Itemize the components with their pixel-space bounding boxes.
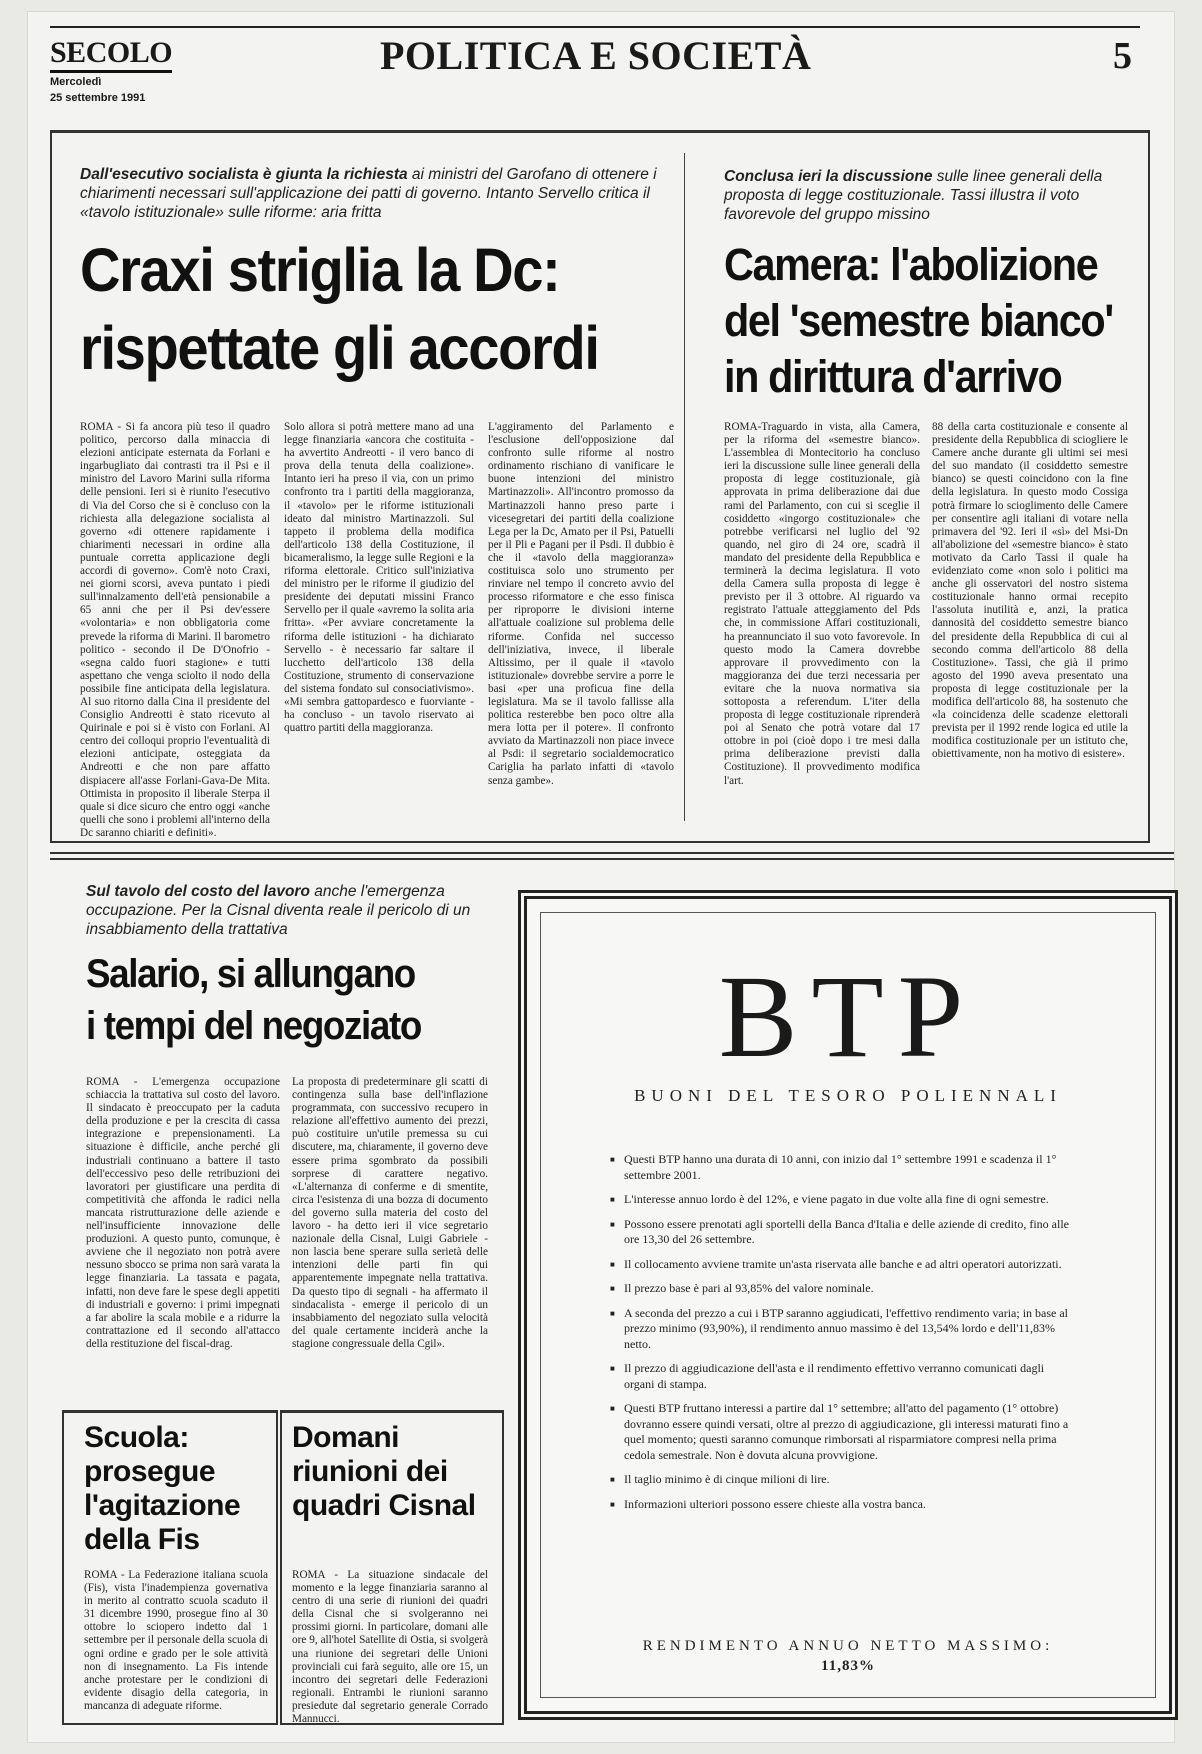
article1-column-3 [488, 421, 674, 829]
ad-item: ■ Informazioni ulteriori possono essere chieste alla vostra banca. [610, 1497, 1070, 1513]
article3-headline-line2: i tempi del negoziato [86, 1004, 421, 1048]
article4-headline: Scuola: prosegue l'agitazione della Fis [84, 1421, 241, 1556]
article3-col2-text: La proposta di predeterminare gli scatti di contingenza sulla base dell'inflazione programmata, con successivo recupero in relazione all'effettivo aumento dei prezzi, può costituire un'utile premessa su cui discutere, ma, chiaramente, il governo deve essere prima sgombrato da possibili sorprese di carattere negativo. «L'alternanza di conferme e di smentite, circa l'esistenza di una bozza di documento del governo sulla materia del costo del lavoro - ha detto ieri il vice segretario nazionale della Cisnal, Luigi Gabriele - non lascia bene sperare sulla serietà delle intenzioni delle parti fin qui apparentemente impegnate nella trattativa. Da questo tipo di segnali - ha affermato il sindacalista - emerge il pericolo di un insabbiamento del negoziato sulla velocità del quale certamente inciderà anche la stagione congressuale della Cgil». [292, 1076, 488, 1350]
ad-item: ■ Il prezzo di aggiudicazione dell'asta e il rendimento effettivo verranno comunicati dagli organi di stampa. [610, 1361, 1070, 1392]
section-separator [50, 852, 1174, 860]
article1-headline [80, 231, 632, 387]
article5-headline: Domani riunioni dei quadri Cisnal [292, 1421, 476, 1522]
article5-body [292, 1569, 488, 1726]
article3-column-1 [86, 1076, 280, 1402]
section-title: POLITICA E SOCIETÀ [380, 33, 812, 78]
article1-col2-text: Solo allora si potrà mettere mano ad una legge finanziaria «ancora che costituita - ha avvertito Andreotti - il vero banco di prova della tenuta della coalizione». Intanto ieri ha preso il via, con un primo confronto tra i partiti della maggioranza, il «tavolo» per le riforme istituzionali ideato dal ministro Martinazzoli. Sul tappeto il problema della modifica dell'articolo 138 della Costituzione, il bicameralismo, la legge sulle Regioni e la riforma elettorale. Critico sull'iniziativa del ministro per le riforme il giudizio del presidente dei deputati missini Franco Servello per il quale «avremo la solita aria fritta». «Per avviare concretamente la riforma delle istituzioni - ha dichiarato Servello - è necessario far saltare il lucchetto dell'articolo 138 della Costituzione, strumento di conservazione del sistema fondato sul consociativismo». «Mi sembra gattopardesco e fuorviante - ha concluso - un tavolo riservato ai quattro partiti della maggioranza. [284, 421, 474, 735]
article3-kicker-rest: anche l'emergenza occupazione. Per la Cisnal diventa reale il pericolo di un insabbiamento della trattativa [86, 883, 471, 938]
article2-kicker [724, 167, 1124, 224]
article3-kicker [86, 882, 506, 939]
article2-headline [724, 237, 1120, 405]
ad-footer-label: RENDIMENTO ANNUO NETTO MASSIMO: [642, 1638, 1054, 1654]
ad-footer-value: 11,83% [821, 1658, 875, 1674]
article3-column-2 [292, 1076, 488, 1402]
column-divider [684, 153, 685, 821]
article2-column-1 [724, 421, 920, 829]
article2-col1-text: ROMA-Traguardo in vista, alla Camera, per la riforma del «semestre bianco». L'assemblea di Montecitorio ha concluso ieri la discussione sulle linee generali della proposta di legge costituzionale, già approvata in prima deliberazione dai due rami del Parlamento, con cui si sceglie il cosiddetto «ingorgo costituzionale» che potrebbe verificarsi nel luglio del '92 quando, nel giro di 24 ore, scadrà il mandato del presidente della Repubblica e terminerà la decima legislatura. Il voto della Camera sulla proposta di legge è previsto per il 3 ottobre. Al riguardo va registrato l'attuale atteggiamento del Pds che, in commissione Affari costituzionali, ha preannunciato il suo voto favorevole. In questo modo la Camera dovrebbe approvare il provvedimento con la maggioranza dei due terzi necessaria per evitare che la nuova normativa sia sottoposta a referendum. L'iter della proposta di legge costituzionale riprenderà poi al Senato che potrà votare dal 17 ottobre in poi (cioè dopo i tre mesi dalla prima deliberazione previsti dalla Costituzione). Il provvedimento modifica l'art. [724, 421, 920, 787]
ad-item: ■ Il prezzo base è pari al 93,85% del valore nominale. [610, 1281, 1070, 1297]
paper-name: SECOLO [50, 36, 172, 73]
newspaper-page [28, 12, 1174, 1742]
ad-item: ■ Questi BTP hanno una durata di 10 anni, con inizio dal 1° settembre 1991 e scadenza il 1° settembre 2001. [610, 1152, 1070, 1183]
article1-kicker-bold: Dall'esecutivo socialista è giunta la richiesta [80, 166, 408, 183]
article1-kicker [80, 165, 660, 222]
article3-headline [86, 948, 472, 1052]
article3-headline-line1: Salario, si allungano [86, 952, 415, 996]
ad-item: ■ L'interesse annuo lordo è del 12%, e viene pagato in due volte alla fine di ogni semestre. [610, 1192, 1070, 1208]
ad-subtitle: BUONI DEL TESORO POLIENNALI [634, 1086, 1062, 1105]
ad-item: ■ Possono essere prenotati agli sportelli della Banca d'Italia e delle aziende di credito, fino alle ore 13,30 del 26 settembre. [610, 1217, 1070, 1248]
article2-kicker-bold: Conclusa ieri la discussione [724, 168, 933, 185]
article1-column-2 [284, 421, 474, 829]
masthead [50, 26, 1140, 108]
ad-list [610, 1152, 1070, 1521]
article1-col3-text: L'aggiramento del Parlamento e l'esclusione dell'opposizione dal confronto sulle riforme al nostro ordinamento rischiano di vanificare le buone intenzioni del ministro Martinazzoli». All'incontro promosso da Martinazzoli hanno preso parte i vicesegretari dei partiti della coalizione Lega per la Dc, Amato per il Psi, Patuelli per il Pli e Pagani per il Psdi. Il dubbio è che il «tavolo della maggioranza» costituisca solo uno strumento per rinviare nel tempo il concreto avvio del processo riformatore e che esso finisca per riproporre le divisioni interne all'attuale coalizione sul problema delle riforme. Confida nel successo dell'iniziativa, invece, il liberale Altissimo, per il quale il «tavolo istituzionale» dovrebbe servire a porre le basi «per una proficua fine della legislatura. Ma se il tavolo fallisse alla politica resterebbe ben poco oltre alla mera lotta per il potere». Il confronto avviato da Martinazzoli non piace invece al Psdi: il segretario socialdemocratico Cariglia ha parlato infatti di «tavolo senza gambe». [488, 421, 674, 787]
article3-col1-text: ROMA - L'emergenza occupazione schiaccia la trattativa sul costo del lavoro. Il sindacato è preoccupato per la caduta della produzione e per la crescita di cassa integrazione e prepensionamenti. La situazione è difficile, anche perché gli industriali continuano a battere il tasto dell'eccessivo peso delle retribuzioni dei lavoratori per giustificare una perdita di competitività che affonda le radici nella mancata ristrutturazione delle aziende e nell'insufficiente innovazione delle produzioni. A questo punto, comunque, è avviene che il negoziato non potrà avere nessuno sbocco se prima non sarà varata la legge finanziaria. La tassata e pagata, infatti, non deve fare le spese degli appetiti di industriali e governo: i primi impegnati a far abolire la scala mobile e a ridurre la contrattazione ed il secondo all'attacco della restituzione del fiscal-drag. [86, 1076, 280, 1350]
article4-body-text: ROMA - La Federazione italiana scuola (Fis), vista l'inadempienza governativa in merito al contratto scuola scaduto il 31 dicembre 1990, prosegue fino al 30 ottobre lo sciopero indetto dal 1 settembre per il personale della scuola di ogni ordine e grado per le sole attività non di insegnamento. La Fis intende anche protestare per le condizioni di evidente disagio della categoria, in mancanza di adeguate riforme. [84, 1569, 268, 1712]
ad-item: ■ Il taglio minimo è di cinque milioni di lire. [610, 1472, 1070, 1488]
article1-headline-line1: Craxi striglia la Dc: [80, 236, 560, 304]
article2-headline-line3: in dirittura d'arrivo [724, 351, 1062, 402]
page-number: 5 [1113, 35, 1132, 77]
issue-weekday: Mercoledì [50, 76, 102, 88]
issue-date: 25 settembre 1991 [50, 92, 146, 104]
article5-body-text: ROMA - La situazione sindacale del momento e la legge finanziaria saranno al centro di una serie di riunioni dei quadri della Cisnal che si svolgeranno nei prossimi giorni. In particolare, domani alle ore 9, all'hotel Satellite di Ostia, si svolgerà una riunione dei segretari delle Unioni provinciali cui farà seguito, alle ore 15, un incontro dei segretari delle Federazioni regionali. Entrambi le riunioni saranno presiedute dal segretario generale Corrado Mannucci. [292, 1569, 488, 1726]
ad-title: BTP [718, 951, 978, 1082]
ad-item: ■ A seconda del prezzo a cui i BTP saranno aggiudicati, l'effettivo rendimento varia; in base al prezzo minimo (93,90%), il rendimento annuo massimo è del 13,54% lordo e dell'11,83% netto. [610, 1306, 1070, 1353]
btp-advertisement [518, 890, 1178, 1720]
masthead-left [50, 36, 172, 105]
article2-kicker-rest: sulle linee generali della proposta di legge costituzionale. Tassi illustra il voto favorevole del gruppo missino [724, 168, 1103, 223]
ad-item: ■ Questi BTP fruttano interessi a partire dal 1° settembre; all'atto del pagamento (1° ottobre) dovranno essere quindi versati, oltre al prezzo di aggiudicazione, gli interessi maturati fino a quel momento; questi saranno comunque rimborsati al risparmiatore compresi nella prima cedola semestrale. Non è dovuta alcuna provvigione. [610, 1401, 1070, 1463]
article1-headline-line2: rispettate gli accordi [80, 314, 599, 382]
article1-col1-text: ROMA - Si fa ancora più teso il quadro politico, percorso dalla minaccia di elezioni anticipate esternata da Forlani e ingarbugliato dai contrasti tra il Psi e il ministro del Lavoro Marini sulla riforma delle pensioni. Ieri si è riunito l'esecutivo di Via del Corso che si è concluso con la richiesta alla delegazione socialista al governo «di ottenere rapidamente i chiarimenti necessari in ordine alla puntuale corretta applicazione degli accordi di governo». Com'è noto Craxi, nei giorni scorsi, aveva puntato i piedi sull'innalzamento dell'età pensionabile a 65 anni che per il Psi dev'essere «volontaria» e non obbligatoria come prevede la riforma di Marini. Il barometro politico - secondo il De D'Onofrio - «segna caldo fuori stagione» e tutti aspettano che venga sciolto il nodo della possibile fine anticipata della legislatura. Al suo ritorno dalla Cina il presidente del Consiglio Andreotti è stato ricevuto al Quirinale e poi si è visto con Forlani. Al centro dei colloqui proprio l'eventualità di elezioni anticipate, osteggiata da Andreotti e che non pare affatto dispiacere all'asse Forlani-Gava-De Mita. Ottimista in proposito il liberale Sterpa il quale si dice sicuro che entro oggi «anche quelli che sono i problemi all'interno della Dc saranno chiariti e definiti». [80, 421, 270, 839]
article2-headline-line1: Camera: l'abolizione [724, 239, 1098, 290]
article4-body [84, 1569, 268, 1715]
article3-kicker-bold: Sul tavolo del costo del lavoro [86, 883, 310, 900]
ad-footer [518, 1636, 1178, 1676]
article1-kicker-rest: ai ministri del Garofano di ottenere i chiarimenti necessari sull'applicazione dei patti di governo. Intanto Servello critica il «tavolo istituzionale» sulle riforme: aria fritta [80, 166, 657, 221]
article5-box [280, 1410, 504, 1725]
article2-col2-text: 88 della carta costituzionale e consente al presidente della Repubblica di sciogliere le Camere anche durante gli ultimi sei mesi del suo mandato (il cosiddetto semestre bianco) se questi coincidono con la fine della legislatura. In questo modo Cossiga potrà firmare lo scioglimento delle Camere per consentire agli italiani di votare nella primavera del '92. Ieri il «sì» del Msi-Dn all'abolizione del «semestre bianco» è stato motivato da Carlo Tassi il quale ha evidenziato come «non solo i politici ma anche gli osservatori del nostro sistema costituzionale hanno ormai recepito l'assoluta inutilità e, anzi, la pratica dannosità del cosiddetto semestre bianco del presidente della Repubblica di cui al secondo comma dell'articolo 88 della Costituzione». Tassi, che già il primo agosto del 1990 aveva presentato una proposta di legge costituzionale per la modifica dell'articolo 88, ha sostenuto che «la coincidenza delle scadenze elettorali prevista per il 1992 rende logica ed utile la modifica costituzionale per un istituto che, obiettivamente, non ha motivo di esistere». [932, 421, 1128, 761]
article2-column-2 [932, 421, 1128, 829]
article1-column-1 [80, 421, 270, 839]
top-articles-box [50, 130, 1150, 843]
article2-headline-line2: del 'semestre bianco' [724, 295, 1113, 346]
article4-box [62, 1410, 278, 1725]
ad-item: ■ Il collocamento avviene tramite un'asta riservata alle banche e ad altri operatori autorizzati. [610, 1257, 1070, 1273]
